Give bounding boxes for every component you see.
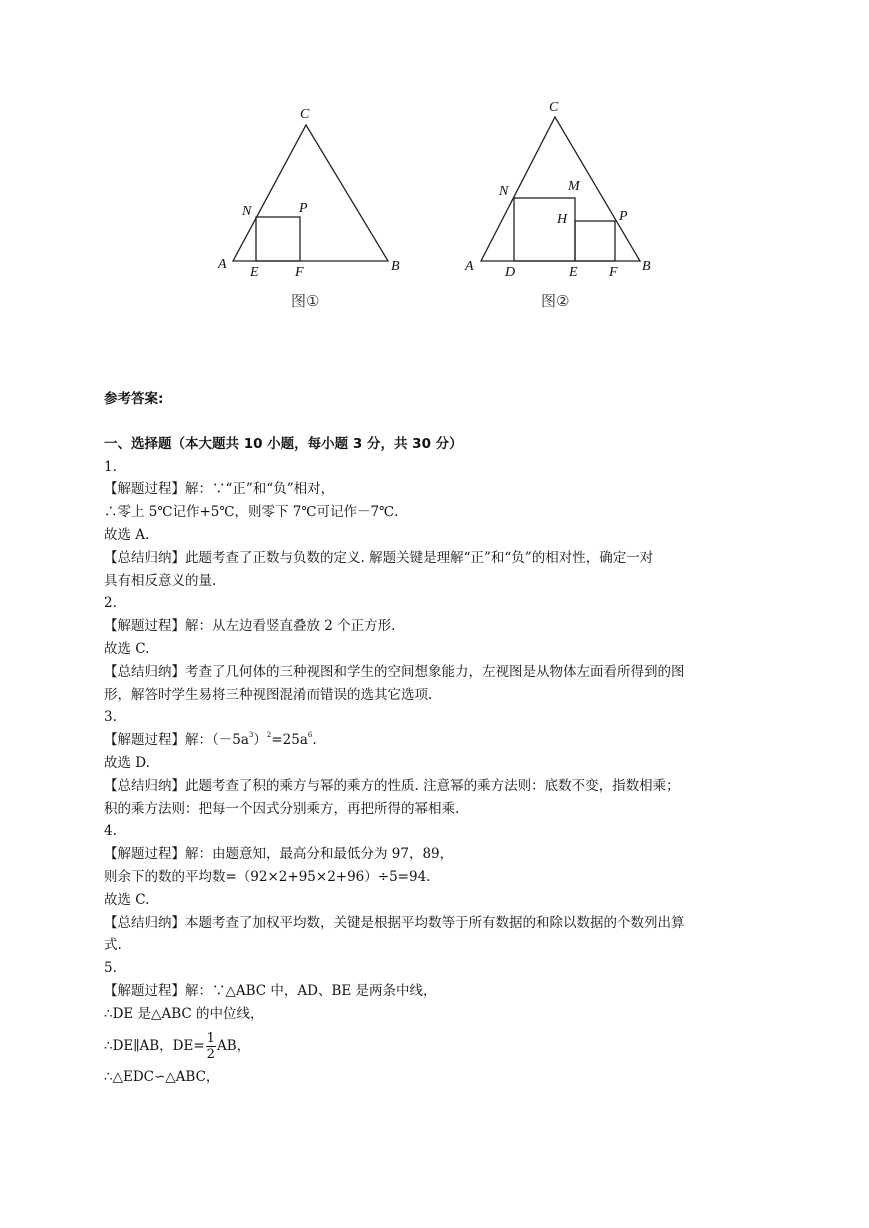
q1-line-5: 具有相反意义的量. bbox=[104, 572, 217, 589]
label-f-2: F bbox=[609, 265, 618, 280]
q3-l1-exp2: 2 bbox=[266, 731, 272, 740]
q5-line-2: ∴DE 是△ABC 的中位线， bbox=[104, 1005, 264, 1022]
answers-heading: 参考答案: bbox=[104, 391, 164, 407]
q5-line-3 bbox=[104, 1026, 774, 1066]
q2-line-4: 形，解答时学生易将三种视图混淆而错误的选其它选项. bbox=[104, 686, 433, 703]
label-h-2: H bbox=[557, 212, 568, 227]
figure-1 bbox=[217, 107, 400, 310]
q2-line-3: 【总结归纳】考查了几何体的三种视图和学生的空间想象能力，左视图是从物体左面看所得到的图 bbox=[104, 663, 685, 680]
q4-line-5: 式. bbox=[104, 937, 122, 954]
q4-line-3: 故选 C. bbox=[104, 891, 150, 908]
q5-line-1: 【解题过程】解：∵△ABC 中，AD、BE 是两条中线， bbox=[104, 982, 437, 999]
q3-line-3: 【总结归纳】此题考查了积的乘方与幂的乘方的性质. 注意幂的乘方法则：底数不变，指数相乘； bbox=[104, 777, 680, 794]
q3-l1-mid: ） bbox=[253, 732, 267, 749]
label-n-1: N bbox=[242, 204, 252, 219]
label-n-2: N bbox=[499, 184, 509, 199]
label-e-2: E bbox=[569, 265, 578, 280]
q3-l1-end: . bbox=[312, 732, 317, 749]
q3-line-2: 故选 D. bbox=[104, 754, 150, 771]
q1-line-1: 【解题过程】解：∵“正”和“负”相对， bbox=[104, 481, 335, 498]
label-a-1: A bbox=[218, 257, 227, 272]
label-b-1: B bbox=[391, 259, 400, 274]
section-1-title: 一、选择题（本大题共 10 小题，每小题 3 分，共 30 分） bbox=[104, 435, 463, 452]
square-small bbox=[575, 221, 615, 261]
square-nefp bbox=[256, 217, 300, 261]
q3-line-1 bbox=[104, 729, 774, 752]
q1-line-4: 【总结归纳】此题考查了正数与负数的定义. 解题关键是理解“正”和“负”的相对性，确定一对 bbox=[104, 549, 654, 566]
q2-line-2: 故选 C. bbox=[104, 640, 150, 657]
label-d-2: D bbox=[505, 265, 516, 280]
q4-line-4: 【总结归纳】本题考查了加权平均数，关键是根据平均数等于所有数据的和除以数据的个数列出算 bbox=[104, 914, 685, 931]
label-b-2: B bbox=[642, 259, 651, 274]
geometry-figures bbox=[0, 0, 869, 330]
square-large bbox=[514, 198, 575, 261]
label-c-1: C bbox=[300, 107, 310, 122]
q5-l3-post: AB， bbox=[216, 1037, 251, 1054]
figure-2-caption: 图② bbox=[541, 292, 570, 310]
label-p-1: P bbox=[299, 201, 308, 216]
fraction-numerator: 1 bbox=[206, 1030, 215, 1046]
q5-line-4: ∴△EDC∽△ABC， bbox=[104, 1068, 220, 1085]
label-p-2: P bbox=[619, 209, 628, 224]
q1-line-3: 故选 A. bbox=[104, 526, 150, 543]
q3-number: 3. bbox=[104, 709, 117, 726]
label-f-1: F bbox=[295, 265, 304, 280]
label-m-2: M bbox=[568, 179, 580, 194]
q3-l1-pre: 【解题过程】解：（－5a bbox=[104, 732, 249, 749]
q4-line-1: 【解题过程】解：由题意知，最高分和最低分为 97，89， bbox=[104, 846, 454, 863]
q2-number: 2. bbox=[104, 595, 117, 612]
q3-l1-eq: =25a bbox=[271, 732, 308, 749]
q1-line-2: ∴零上 5℃记作+5℃，则零下 7℃可记作－7℃. bbox=[104, 504, 399, 521]
answer-content bbox=[104, 388, 774, 1088]
q5-number: 5. bbox=[104, 960, 117, 977]
q3-l1-exp1: 3 bbox=[248, 731, 254, 740]
label-a-2: A bbox=[465, 259, 474, 274]
figure-2 bbox=[464, 100, 651, 310]
label-c-2: C bbox=[549, 100, 559, 115]
q2-line-1: 【解题过程】解：从左边看竖直叠放 2 个正方形. bbox=[104, 618, 396, 635]
q4-number: 4. bbox=[104, 823, 117, 840]
fraction-one-half bbox=[206, 1032, 216, 1061]
q1-number: 1. bbox=[104, 458, 117, 475]
label-e-1: E bbox=[250, 265, 259, 280]
q4-line-2: 则余下的数的平均数=（92×2+95×2+96）÷5=94. bbox=[104, 868, 431, 885]
figure-1-caption: 图① bbox=[291, 292, 320, 310]
q5-l3-pre: ∴DE∥AB，DE= bbox=[104, 1037, 205, 1054]
fraction-denominator: 2 bbox=[206, 1046, 215, 1062]
q3-line-4: 积的乘方法则：把每一个因式分别乘方，再把所得的幂相乘. bbox=[104, 800, 460, 817]
q3-l1-exp3: 6 bbox=[307, 731, 313, 740]
